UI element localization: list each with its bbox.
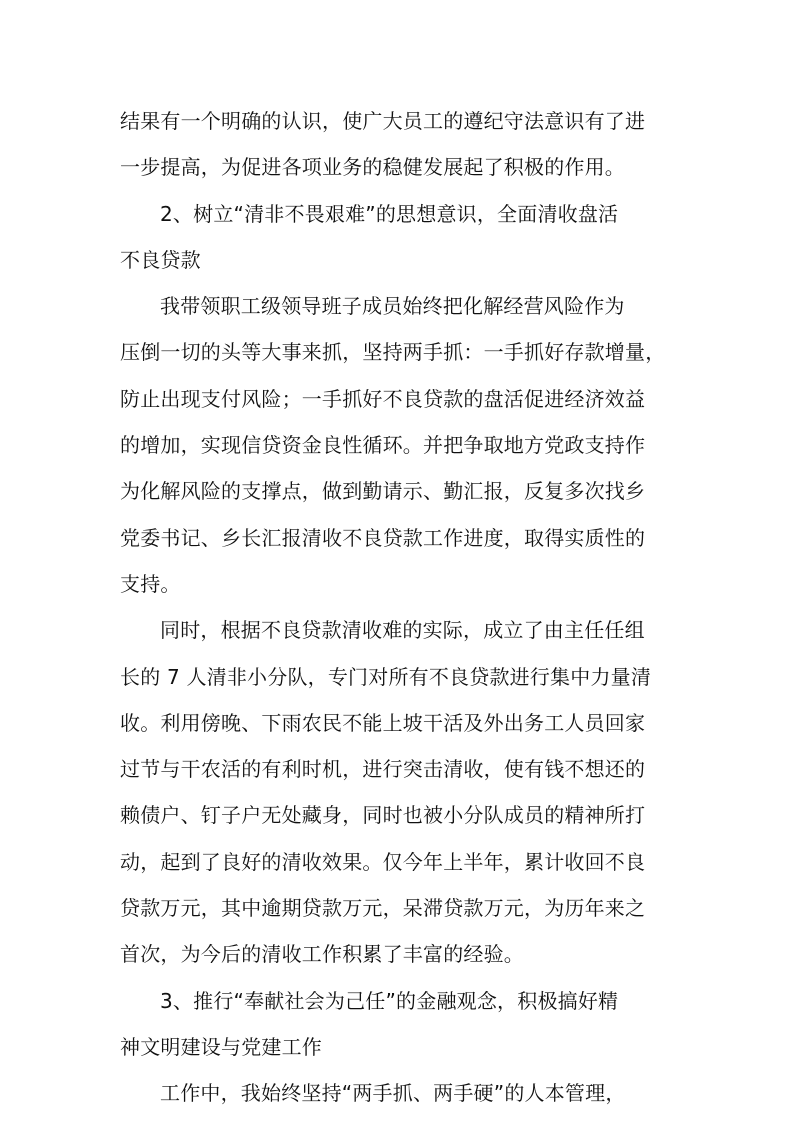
section-heading-line: 神文明建设与党建工作 [120, 1034, 322, 1059]
text-line: 防止出现支付风险；一手抓好不良贷款的盘活促进经济效益 [120, 386, 646, 411]
text-line: 结果有一个明确的认识，使广大员工的遵纪守法意识有了进 [120, 109, 646, 133]
text-line: 一步提高，为促进各项业务的稳健发展起了积极的作用。 [120, 155, 625, 180]
text-line: 支持。 [120, 571, 181, 596]
section-heading-line: 不良贷款 [120, 247, 201, 272]
text-line: 贷款万元，其中逾期贷款万元，呆滞贷款万元，为历年来之 [120, 896, 646, 921]
text-line: 压倒一切的头等大事来抓，坚持两手抓：一手抓好存款增量， [120, 340, 666, 365]
paragraph-start-line: 同时，根据不良贷款清收难的实际，成立了由主任任组 [160, 618, 645, 643]
section-heading-line: 3、推行“奉献社会为己任”的金融观念，积极搞好精 [160, 988, 619, 1013]
text-line: 为化解风险的支撑点，做到勤请示、勤汇报，反复多次找乡 [120, 479, 646, 504]
text-line: 长的 7 人清非小分队，专门对所有不良贷款进行集中力量清 [120, 664, 652, 689]
paragraph-start-line: 我带领职工级领导班子成员始终把化解经营风险作为 [160, 294, 625, 319]
text-line: 的增加，实现信贷资金良性循环。并把争取地方党政支持作 [120, 433, 646, 458]
text-line: 过节与干农活的有利时机，进行突击清收，使有钱不想还的 [120, 757, 646, 782]
body-text [120, 98, 680, 1117]
text-line: 赖债户、钉子户无处藏身，同时也被小分队成员的精神所打 [120, 803, 646, 828]
text-line: 党委书记、乡长汇报清收不良贷款工作进度，取得实质性的 [120, 525, 646, 550]
text-line: 首次，为今后的清收工作积累了丰富的经验。 [120, 942, 524, 967]
section-heading-line: 2、树立“清非不畏艰难”的思想意识，全面清收盘活 [160, 201, 619, 226]
text-line: 动，起到了良好的清收效果。仅今年上半年，累计收回不良 [120, 849, 646, 874]
text-line: 收。利用傍晚、下雨农民不能上坡干活及外出务工人员回家 [120, 710, 646, 735]
paragraph-start-line: 工作中，我始终坚持“两手抓、两手硬”的人本管理， [160, 1081, 626, 1106]
